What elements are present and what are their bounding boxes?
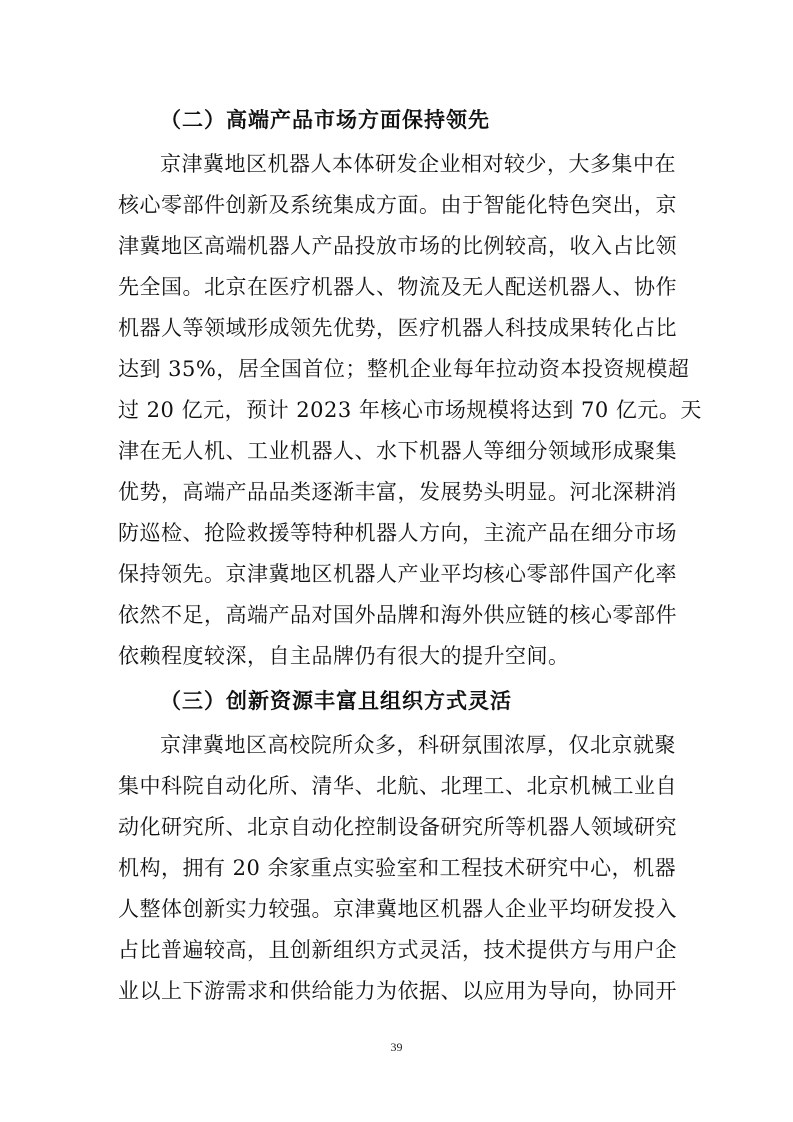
paragraph-line: 过 20 亿元，预计 2023 年核心市场规模将达到 70 亿元。天 (118, 398, 702, 422)
paragraph-line: 京津冀地区机器人本体研发企业相对较少，大多集中在 (160, 152, 676, 176)
paragraph-line: 依然不足，高端产品对国外品牌和海外供应链的核心零部件 (118, 603, 677, 627)
section-heading-2: （二）高端产品市场方面保持领先 (160, 107, 490, 132)
paragraph-line: 业以上下游需求和供给能力为依据、以应用为导向，协同开 (118, 979, 677, 1003)
section-2-paragraph (118, 144, 702, 677)
paragraph-line: 集中科院自动化所、清华、北航、北理工、北京机械工业自 (118, 774, 677, 798)
paragraph-line: 机器人等领域形成领先优势，医疗机器人科技成果转化占比 (118, 316, 677, 340)
paragraph-line: 保持领先。京津冀地区机器人产业平均核心零部件国产化率 (118, 562, 677, 586)
document-body (118, 96, 702, 1012)
section-3-paragraph (118, 725, 676, 1012)
paragraph-line: 津在无人机、工业机器人、水下机器人等细分领域形成聚集 (118, 439, 677, 463)
paragraph-line: 京津冀地区高校院所众多，科研氛围浓厚，仅北京就聚 (160, 733, 676, 757)
paragraph-line: 先全国。北京在医疗机器人、物流及无人配送机器人、协作 (118, 275, 677, 299)
paragraph-line: 优势，高端产品品类逐渐丰富，发展势头明显。河北深耕消 (118, 480, 677, 504)
paragraph-line: 人整体创新实力较强。京津冀地区机器人企业平均研发投入 (118, 897, 677, 921)
paragraph-line: 动化研究所、北京自动化控制设备研究所等机器人领域研究 (118, 815, 677, 839)
paragraph-line: 达到 35%，居全国首位；整机企业每年拉动资本投资规模超 (118, 357, 690, 381)
paragraph-line: 占比普遍较高，且创新组织方式灵活，技术提供方与用户企 (118, 938, 677, 962)
paragraph-line: 依赖程度较深，自主品牌仍有很大的提升空间。 (118, 644, 570, 668)
paragraph-line: 核心零部件创新及系统集成方面。由于智能化特色突出，京 (118, 193, 677, 217)
page-number: 39 (390, 1040, 403, 1054)
paragraph-line: 津冀地区高端机器人产品投放市场的比例较高，收入占比领 (118, 234, 677, 258)
paragraph-line: 机构，拥有 20 余家重点实验室和工程技术研究中心，机器 (118, 856, 677, 880)
section-heading-3: （三）创新资源丰富且组织方式灵活 (160, 688, 512, 713)
paragraph-line: 防巡检、抢险救援等特种机器人方向，主流产品在细分市场 (118, 521, 677, 545)
